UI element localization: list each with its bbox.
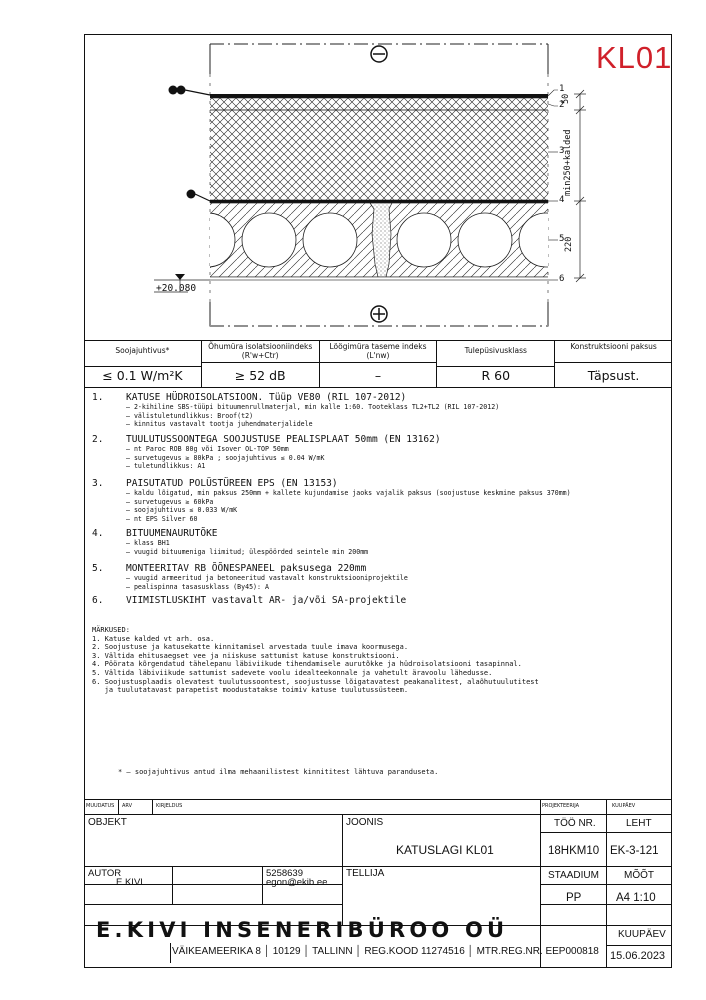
property-value: ≥ 52 dB	[234, 368, 286, 383]
layer-item-number: 5.	[92, 563, 104, 574]
layer-number-2: 2	[559, 100, 565, 110]
layer-item	[92, 528, 662, 563]
layer-number-3: 3	[559, 146, 565, 156]
property-impact-sound	[320, 341, 438, 387]
property-header: Tulepüsivusklass	[437, 346, 554, 367]
objekt-label: OBJEKT	[88, 817, 127, 828]
layer-item	[92, 392, 662, 434]
layer-item-number: 6.	[92, 595, 104, 606]
level-label: +20.080	[156, 283, 197, 294]
leht-label: LEHT	[626, 818, 652, 829]
author-phone: 5258639	[266, 868, 303, 879]
revision-strip	[84, 799, 672, 815]
author-email: egon@ekib.ee	[266, 877, 328, 888]
layer-item-title: VIIMISTLUSKIHT vastavalt AR- ja/või SA-projektile	[126, 595, 407, 606]
plus-sign	[371, 306, 387, 322]
property-airborne-sound	[202, 341, 320, 387]
layer-item-title: TUULUTUSSOONTEGA SOOJUSTUSE PEALISPLAAT 50mm (EN 13162)	[126, 434, 441, 445]
kuupaev-value: 15.06.2023	[610, 950, 666, 962]
note-item: ja tuulutatavast parapetist moodustatakse toimiv katuse tuulutussüsteem.	[92, 686, 409, 695]
company-name: E.KIVI INSENERIBÜROO OÜ	[96, 918, 509, 942]
dimension-top: 50	[561, 93, 571, 104]
autor-value: E.KIVI	[116, 877, 143, 888]
title-block	[84, 815, 672, 968]
joonis-label: JOONIS	[346, 817, 384, 828]
layer-item-line: – klass BH1	[126, 539, 170, 547]
company-address: VÄIKEAMEERIKA 8 │ 10129 │ TALLINN │ REG.KOOD 11274516 │ MTR.REG.NR. EEP000818	[172, 946, 599, 957]
layer-number-4: 4	[559, 195, 565, 205]
layer-item	[92, 595, 662, 609]
notes-title: MÄRKUSED:	[92, 626, 130, 634]
note-item: 2. Soojustuse ja katusekatte kinnitamisel arvestada tuule imava koormusega.	[92, 643, 409, 652]
layer-item	[92, 478, 662, 528]
layer-item-number: 4.	[92, 528, 104, 539]
tellija-label: TELLIJA	[346, 868, 385, 879]
property-header: Konstruktsiooni paksus	[555, 342, 672, 363]
layer-item-line: – survetugevus ≥ 80kPa ; soojajuhtivus ≤ 0.04 W/mK	[126, 453, 325, 462]
revision-kirjeldus-label: KIRJELDUS	[156, 803, 183, 809]
layer-item-title: BITUUMENAURUTÕKE	[126, 528, 218, 539]
roof-section-drawing	[84, 34, 672, 342]
property-fire-resistance	[437, 341, 555, 387]
revision-muudatus-label: MUUDATUS	[86, 803, 115, 809]
layer-1-membrane	[202, 94, 554, 98]
layer-number-5: 5	[559, 234, 565, 244]
staadium-label: STAADIUM	[548, 870, 599, 881]
layer-item-line: – 2-kihiline SBS-tüüpi bituumenrullmaterjal, min kalle 1:60. Tooteklass TL2+TL2 (RIL 107-2012)	[126, 403, 500, 411]
property-value: ≤ 0.1 W/m²K	[102, 368, 183, 383]
kuupaev-label: KUUPÄEV	[618, 929, 666, 940]
moot-label: MÕÕT	[624, 870, 654, 881]
too-nr-value: 18HKM10	[548, 845, 600, 857]
layer-item-line: – survetugevus ≥ 60kPa	[126, 497, 214, 506]
note-item: 4. Pöörata kõrgendatud tähelepanu läbiviikude tihendamisele aurutõkke ja hüdroisolatsiooni tasapinnal.	[92, 660, 522, 669]
note-item: 5. Vältida läbiviikude sattumist sadevete voolu idealteekonnale ja vahetult äravoolu lähedusse.	[92, 668, 493, 677]
layer-item-line: – tuletundlikkus: A1	[126, 462, 206, 470]
properties-table	[84, 340, 672, 388]
layer-item-title: MONTEERITAV RB ÕÕNESPANEEL paksusega 220mm	[126, 563, 367, 574]
layer-3-eps	[202, 110, 554, 200]
layer-item-title: KATUSE HÜDROISOLATSIOON. Tüüp VE80 (RIL 107-2012)	[126, 392, 407, 403]
layer-item-line: – vuugid bituumeniga liimitud; ülespöörded seintele min 200mm	[126, 547, 369, 556]
note-item: 3. Vältida ehitusaegset vee ja niiskuse sattumist katuse konstruktsiooni.	[92, 651, 400, 660]
revision-projekteerija-label: PROJEKTEERIJA	[542, 803, 580, 809]
property-header: Soojajuhtivus*	[84, 346, 201, 367]
layer-number-1: 1	[559, 84, 565, 94]
revision-arv-label: ARV	[122, 803, 133, 809]
dimension-middle: min250+kalded	[563, 129, 573, 196]
property-value: –	[374, 368, 382, 383]
note-item: 1. Katuse kalded vt arh. osa.	[92, 634, 215, 643]
too-nr-label: TÖÖ NR.	[554, 818, 596, 829]
footnote: * – soojajuhtivus antud ilma mehaanilistest kinnititest lähtuva paranduseta.	[118, 768, 439, 776]
layer-item-line: – pealispinna tasasusklass (By45): A	[126, 582, 269, 591]
property-value: R 60	[481, 368, 511, 383]
layer-4-vapour-barrier	[202, 200, 554, 203]
moot-value: A4 1:10	[616, 892, 656, 904]
layer-item	[92, 563, 662, 595]
layer-2-top-board	[202, 98, 554, 110]
layer-item-title: PAISUTATUD POLÜSTÜREEN EPS (EN 13153)	[126, 478, 338, 489]
layer-item-line: – nt Paroc ROB 80g või Isover OL-TOP 50mm	[126, 445, 289, 453]
layer-item-line: – soojajuhtivus ≤ 0.033 W/mK	[126, 506, 238, 514]
leht-value: EK-3-121	[610, 845, 659, 857]
revision-kuupaev-label: KUUPÄEV	[612, 803, 636, 809]
layer-item-line: – kaldu lõigatud, min paksus 250mm + kallete kujundamise jaoks vajalik paksus (soojustuse keskmine paksus 370mm)	[126, 489, 571, 497]
layer-specification-list	[92, 392, 662, 609]
layer-item-line: – nt EPS Silver 60	[126, 514, 198, 523]
property-thickness	[555, 341, 672, 387]
layer-item-number: 1.	[92, 392, 104, 403]
property-header: Õhumüra isolatsiooniindeks (R'w+Ctr)	[202, 342, 319, 363]
drawing-code: KL01	[596, 40, 673, 75]
property-thermal	[84, 341, 202, 387]
notes-section	[92, 626, 662, 695]
dimension-bottom: 220	[564, 236, 574, 252]
property-header: Löögimüra taseme indeks (L'nw)	[320, 342, 437, 363]
minus-sign	[371, 46, 387, 62]
layer-item-line: – vuugid armeeritud ja betoneeritud vastavalt konstruktsiooniprojektile	[126, 574, 408, 582]
layer-item-number: 2.	[92, 434, 104, 445]
layer-number-6: 6	[559, 274, 565, 284]
staadium-value: PP	[566, 892, 582, 904]
layer-item-number: 3.	[92, 478, 104, 489]
layer-item-line: – kinnitus vastavalt tootja juhendmaterjalidele	[126, 420, 313, 428]
note-item: 6. Soojustusplaadis olevatest tuulutussoontest, soojustusse lõigatavatest peakanalitest, alaõhutuulutitest	[92, 677, 539, 686]
autor-label: AUTOR	[88, 868, 122, 879]
layer-item-line: – välistuletundlikkus: Broof(t2)	[126, 411, 254, 420]
layer-6-finish	[202, 277, 554, 280]
layer-item	[92, 434, 662, 478]
property-value: Täpsust.	[587, 368, 640, 383]
joonis-value: KATUSLAGI KL01	[396, 843, 494, 857]
